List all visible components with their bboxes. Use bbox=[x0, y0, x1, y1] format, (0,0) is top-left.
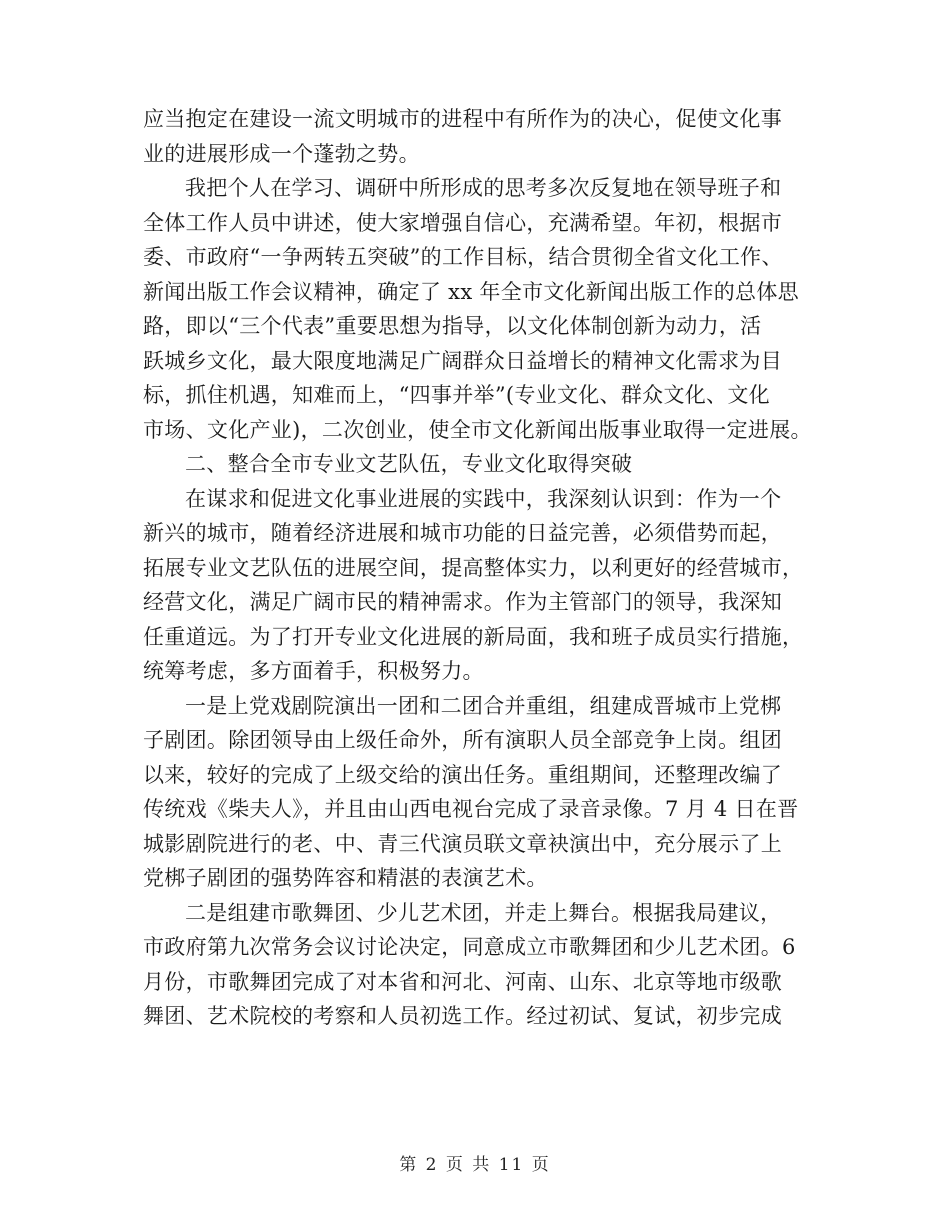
text-line: 跃城乡文化，最大限度地满足广阔群众日益增长的精神文化需求为目 bbox=[143, 348, 782, 373]
text-line: 二是组建市歌舞团、少儿艺术团，并走上舞台。根据我局建议， bbox=[185, 900, 782, 925]
text-line: 任重道远。为了打开专业文化进展的新局面，我和班子成员实行措施， bbox=[143, 624, 804, 649]
text-line: 应当抱定在建设一流文明城市的进程中有所作为的决心，促使文化事 bbox=[143, 107, 782, 131]
text-line: 业的进展形成一个蓬勃之势。 bbox=[143, 141, 420, 166]
text-line: 二、整合全市专业文艺队伍，专业文化取得突破 bbox=[185, 452, 633, 476]
text-line: 月份，市歌舞团完成了对本省和河北、河南、山东、北京等地市级歌 bbox=[143, 969, 782, 994]
text-line: 我把个人在学习、调研中所形成的思考多次反复地在领导班子和 bbox=[185, 176, 782, 200]
text-line: 全体工作人员中讲述，使大家增强自信心，充满希望。年初，根据市 bbox=[143, 210, 782, 235]
text-line: 子剧团。除团领导由上级任命外，所有演职人员全部竞争上岗。组团 bbox=[143, 728, 782, 752]
text-line: 城影剧院进行的老、中、青三代演员联文章袂演出中，充分展示了上 bbox=[143, 831, 782, 856]
text-line: 一是上党戏剧院演出一团和二团合并重组，组建成晋城市上党梆 bbox=[185, 693, 782, 718]
text-line: 委、市政府“一争两转五突破”的工作目标，结合贯彻全省文化工作、 bbox=[143, 245, 783, 269]
text-line: 传统戏《柴夫人》，并且由山西电视台完成了录音录像。7 月 4 日在晋 bbox=[143, 797, 799, 821]
text-line: 市政府第九次常务会议讨论决定，同意成立市歌舞团和少儿艺术团。6 bbox=[143, 935, 796, 959]
page-number-footer: 第 2 页 共 11 页 bbox=[399, 1155, 551, 1175]
text-line: 统筹考虑，多方面着手，积极努力。 bbox=[143, 659, 484, 683]
text-line: 舞团、艺术院校的考察和人员初选工作。经过初试、复试，初步完成 bbox=[143, 1004, 782, 1028]
document-body bbox=[143, 102, 823, 1034]
text-line: 党梆子剧团的强势阵容和精湛的表演艺术。 bbox=[143, 866, 548, 890]
text-line: 以来，较好的完成了上级交给的演出任务。重组期间，还整理改编了 bbox=[143, 762, 782, 787]
text-line: 在谋求和促进文化事业进展的实践中，我深刻认识到：作为一个 bbox=[185, 486, 782, 511]
text-line: 市场、文化产业)，二次创业，使全市文化新闻出版事业取得一定进展。 bbox=[143, 417, 812, 442]
text-line: 新兴的城市，随着经济进展和城市功能的日益完善，必须借势而起， bbox=[143, 521, 782, 545]
text-line: 经营文化，满足广阔市民的精神需求。作为主管部门的领导，我深知 bbox=[143, 590, 782, 614]
text-line: 路，即以“三个代表”重要思想为指导，以文化体制创新为动力，活 bbox=[143, 314, 762, 338]
text-line: 标，抓住机遇，知难而上，“四事并举”(专业文化、群众文化、文化 bbox=[143, 383, 770, 407]
text-line: 拓展专业文艺队伍的进展空间，提高整体实力，以利更好的经营城市， bbox=[143, 555, 804, 580]
text-line: 新闻出版工作会议精神，确定了 xx 年全市文化新闻出版工作的总体思 bbox=[143, 279, 799, 304]
